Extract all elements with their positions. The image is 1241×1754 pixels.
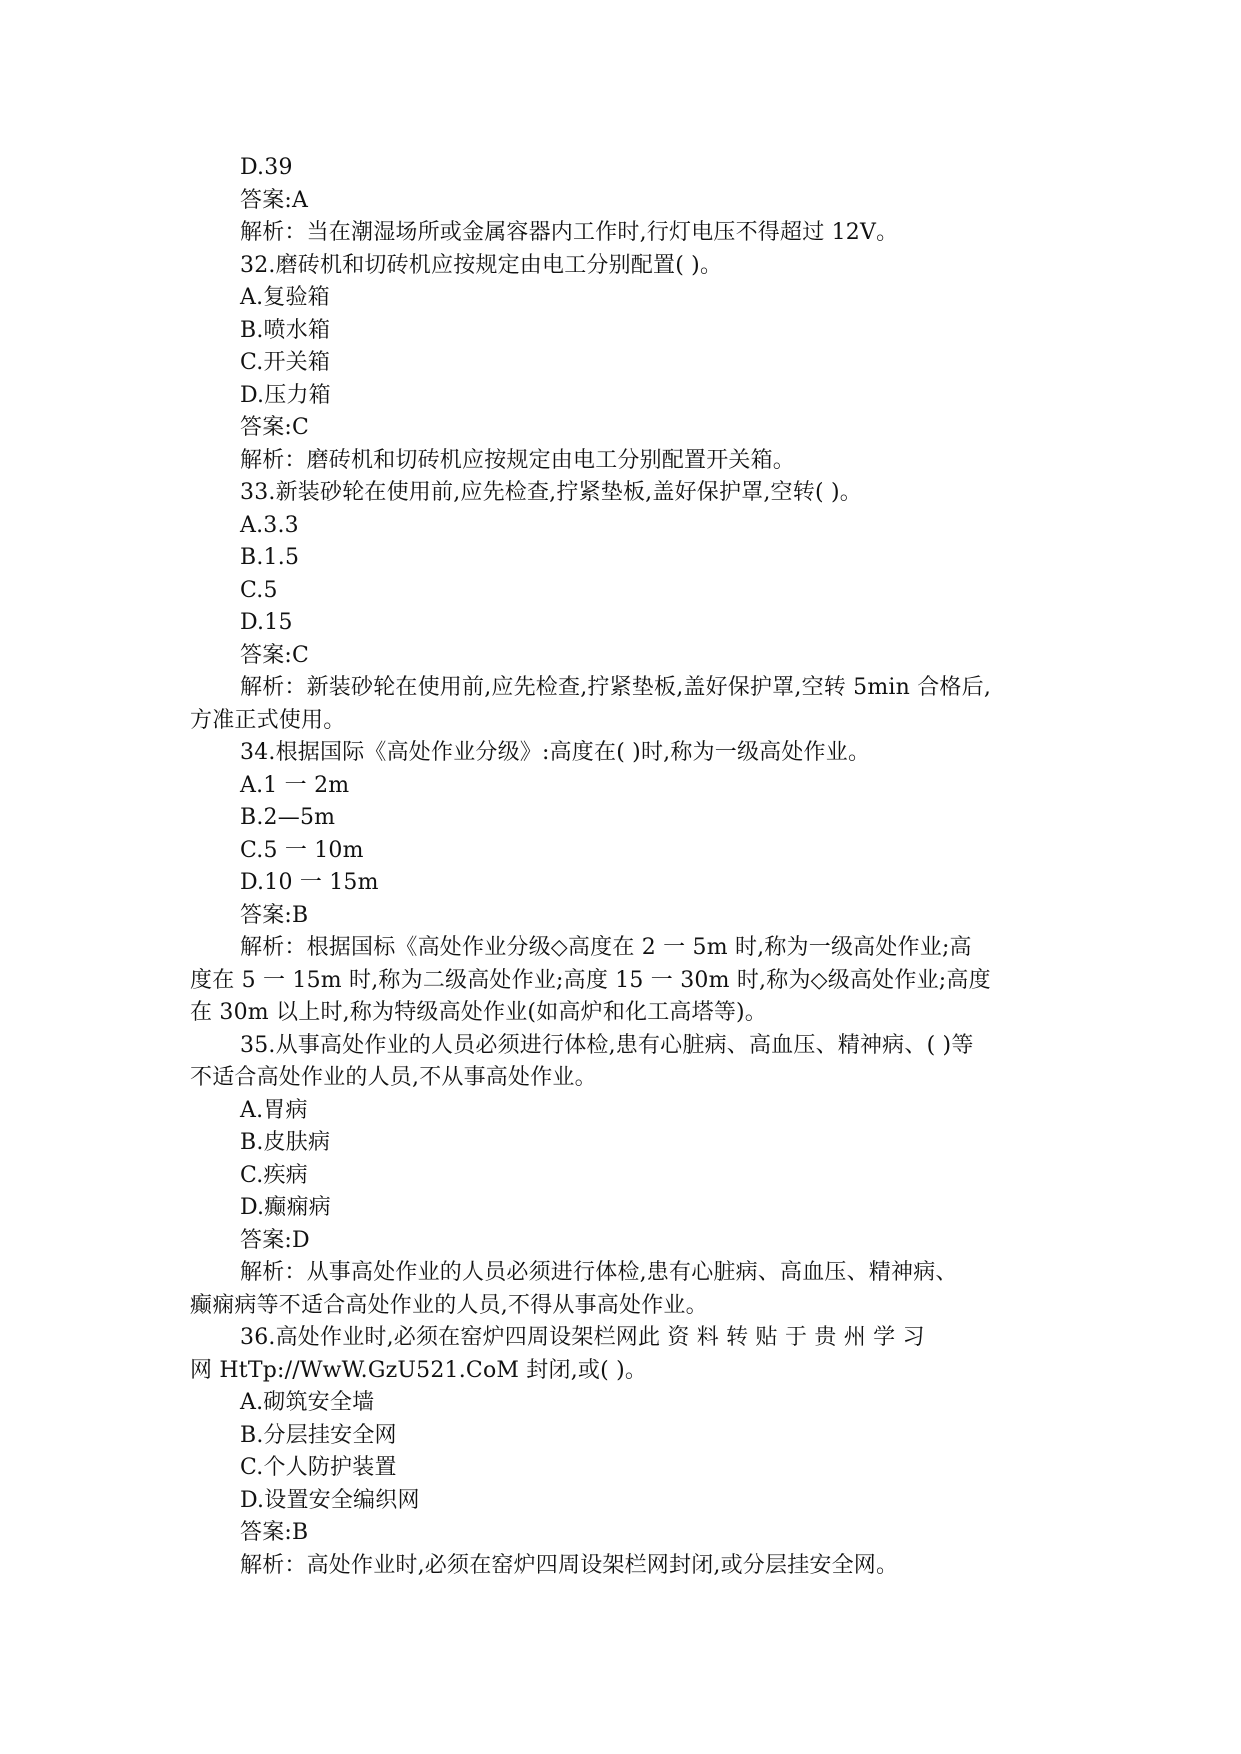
q35-option-d: D.癫痫病 — [240, 1195, 331, 1220]
q35-option-c: C.疾病 — [240, 1162, 308, 1188]
q34-option-b: B.2—5m — [240, 805, 336, 830]
q31-option-d: D.39 — [240, 155, 293, 180]
q34-question: 34.根据国际《高处作业分级》:高度在( )时,称为一级高处作业。 — [240, 740, 871, 765]
q32-option-a: A.复验箱 — [240, 285, 330, 310]
q35-option-a: A.胃病 — [240, 1097, 308, 1123]
q34-option-c: C.5 一 10m — [240, 837, 364, 863]
q35-option-b: B.皮肤病 — [240, 1130, 331, 1155]
q35-question-line-1: 35.从事高处作业的人员必须进行体检,患有心脏病、高血压、精神病、( )等 — [240, 1032, 974, 1058]
q36-question-line-1: 36.高处作业时,必须在窑炉四周设架栏网此 资 料 转 贴 于 贵 州 学 习 — [240, 1325, 925, 1350]
q36-question-line-2: 网 HtTp://WwW.GzU521.CoM 封闭,或( )。 — [190, 1357, 648, 1383]
q32-answer: 答案:C — [240, 415, 310, 440]
q35-answer: 答案:D — [240, 1227, 310, 1253]
page-content — [190, 152, 1060, 1582]
q36-option-a: A.砌筑安全墙 — [240, 1390, 375, 1415]
q34-analysis-line-2: 度在 5 一 15m 时,称为二级高处作业;高度 15 一 30m 时,称为◇级高处作业;高度 — [190, 967, 991, 993]
q33-option-c: C.5 — [240, 577, 278, 603]
q33-analysis-line-2: 方准正式使用。 — [190, 707, 346, 733]
q33-option-a: A.3.3 — [240, 512, 299, 538]
q35-analysis-line-1: 解析：从事高处作业的人员必须进行体检,患有心脏病、高血压、精神病、 — [240, 1260, 958, 1285]
q33-option-d: D.15 — [240, 610, 293, 635]
q31-analysis: 解析：当在潮湿场所或金属容器内工作时,行灯电压不得超过 12V。 — [240, 220, 899, 245]
q35-question-line-2: 不适合高处作业的人员,不从事高处作业。 — [190, 1065, 597, 1090]
q33-analysis-line-1: 解析：新装砂轮在使用前,应先检查,拧紧垫板,盖好保护罩,空转 5min 合格后, — [240, 675, 992, 700]
q34-analysis-line-1: 解析：根据国标《高处作业分级◇高度在 2 一 5m 时,称为一级高处作业;高 — [240, 935, 972, 960]
q36-analysis: 解析：高处作业时,必须在窑炉四周设架栏网封闭,或分层挂安全网。 — [240, 1552, 899, 1578]
q36-answer: 答案:B — [240, 1520, 309, 1545]
q36-option-c: C.个人防护装置 — [240, 1455, 397, 1480]
q35-analysis-line-2: 癫痫病等不适合高处作业的人员,不得从事高处作业。 — [190, 1292, 708, 1318]
q32-question: 32.磨砖机和切砖机应按规定由电工分别配置( )。 — [240, 252, 723, 278]
q32-analysis: 解析：磨砖机和切砖机应按规定由电工分别配置开关箱。 — [240, 447, 796, 473]
q34-answer: 答案:B — [240, 902, 309, 928]
q33-option-b: B.1.5 — [240, 545, 300, 570]
q36-option-b: B.分层挂安全网 — [240, 1422, 397, 1448]
q31-answer: 答案:A — [240, 187, 309, 213]
q32-option-d: D.压力箱 — [240, 382, 331, 408]
q33-question: 33.新装砂轮在使用前,应先检查,拧紧垫板,盖好保护罩,空转( )。 — [240, 480, 862, 505]
q36-option-d: D.设置安全编织网 — [240, 1487, 420, 1513]
q32-option-c: C.开关箱 — [240, 350, 331, 375]
q34-option-a: A.1 一 2m — [240, 772, 350, 798]
q33-answer: 答案:C — [240, 642, 310, 668]
q32-option-b: B.喷水箱 — [240, 317, 331, 343]
q34-analysis-line-3: 在 30m 以上时,称为特级高处作业(如高炉和化工高塔等)。 — [190, 1000, 768, 1025]
q34-option-d: D.10 一 15m — [240, 870, 379, 895]
